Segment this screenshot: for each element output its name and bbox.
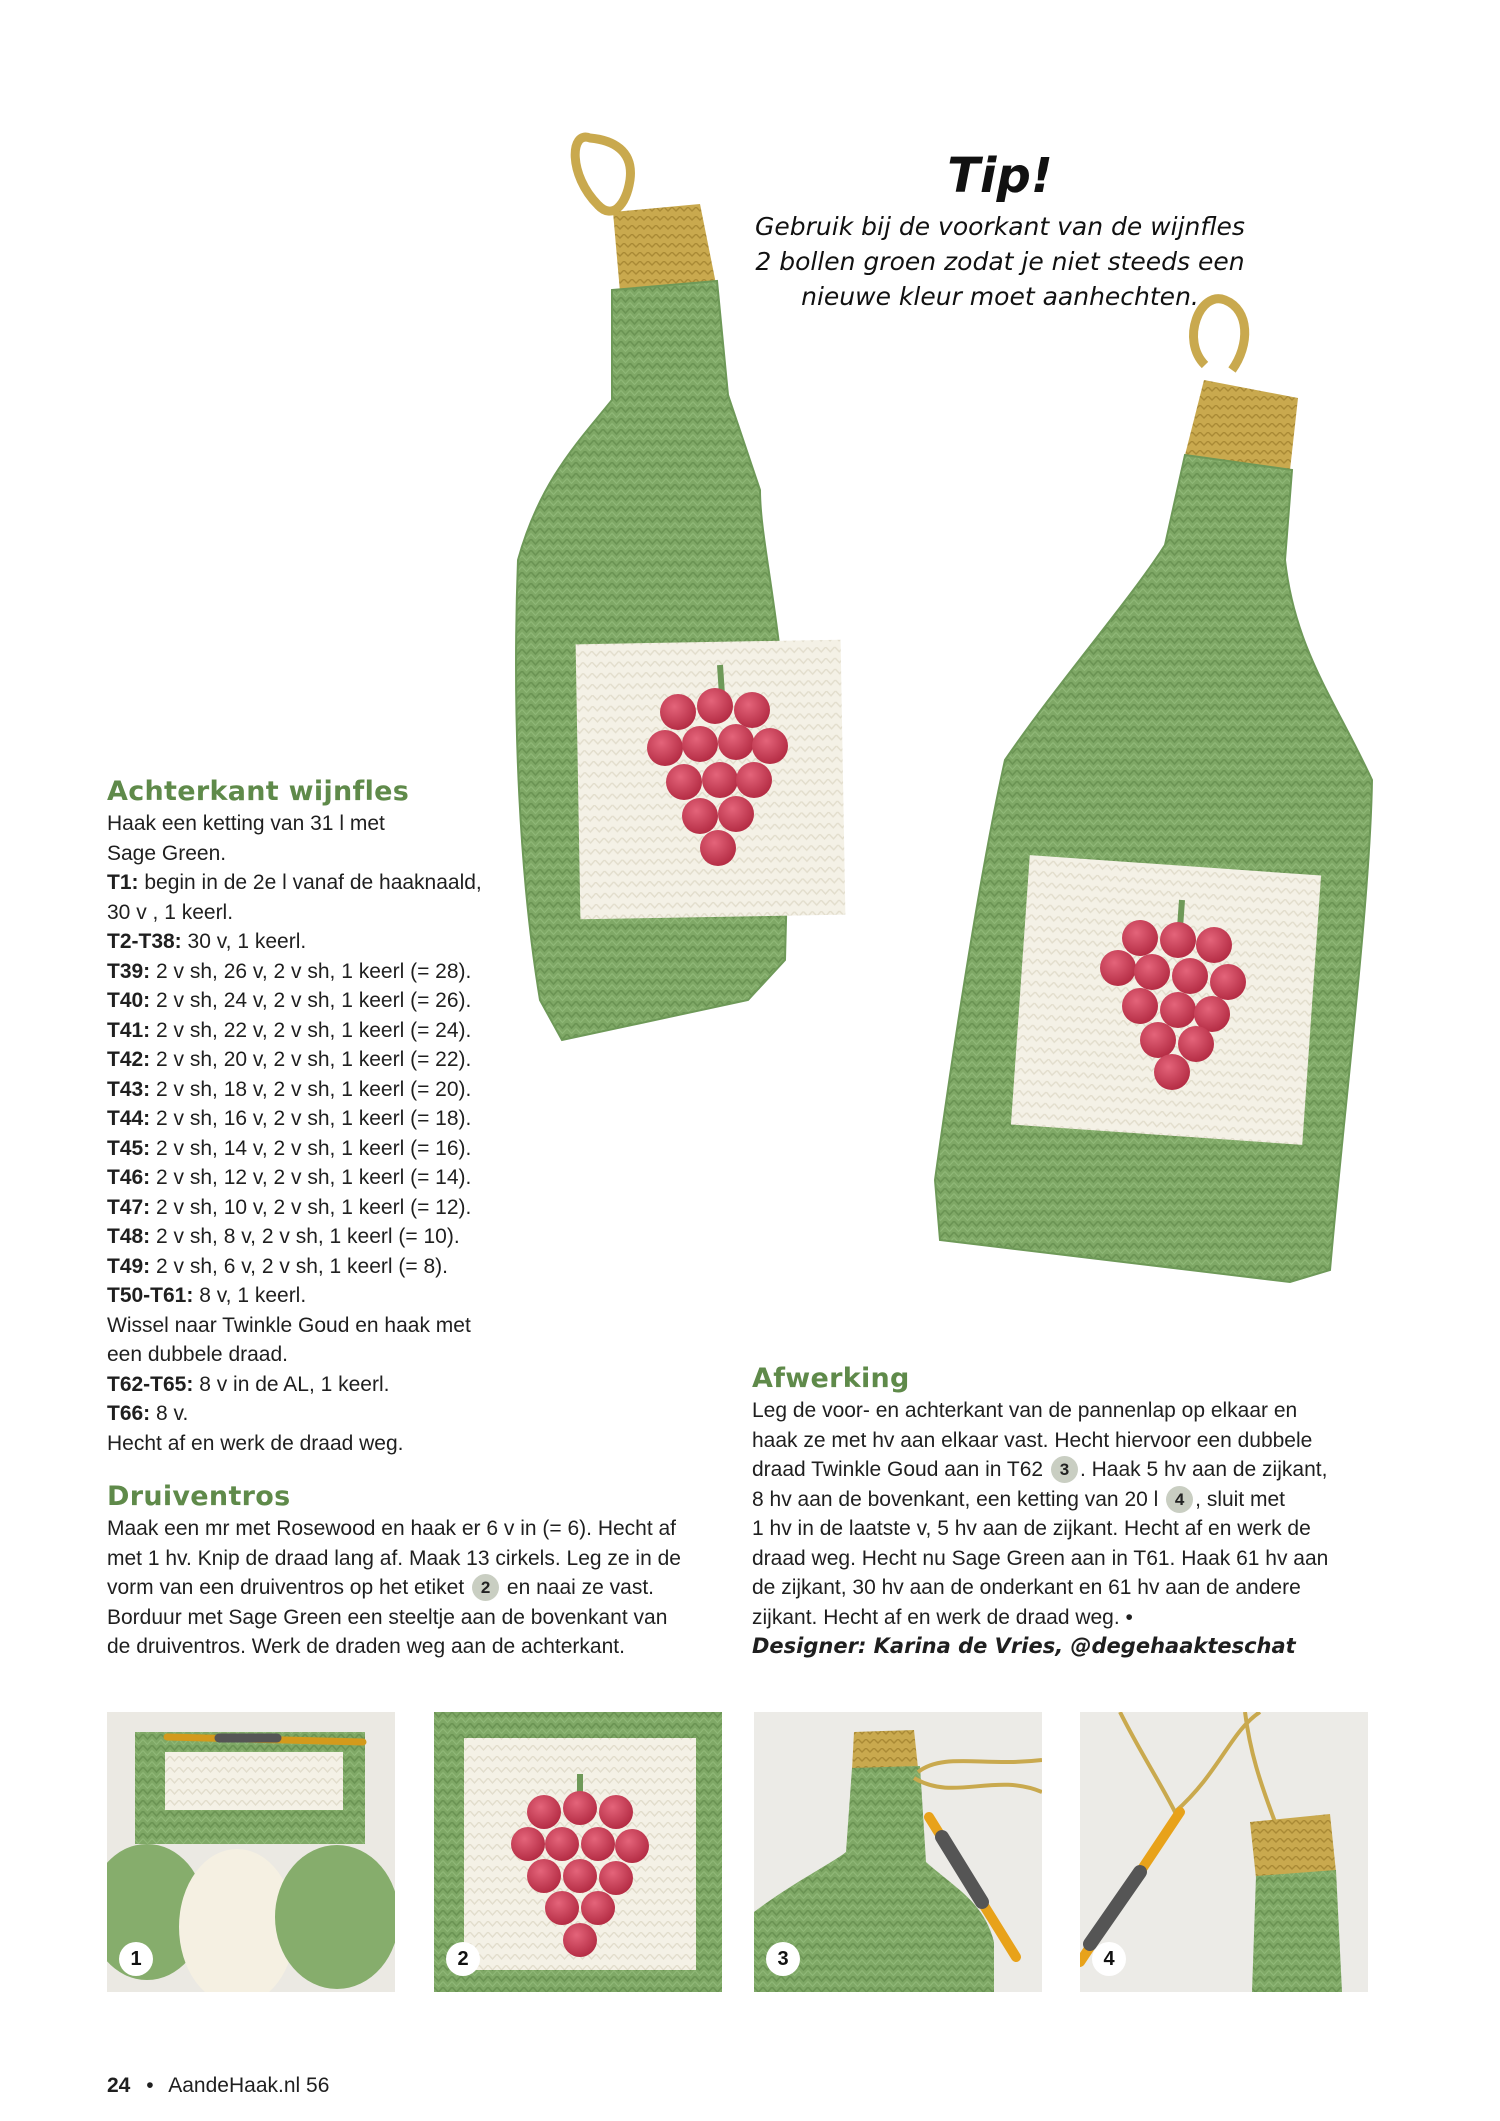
row-text: 2 v sh, 6 v, 2 v sh, 1 keerl (= 8). [150,1254,449,1278]
row-text: 30 v , 1 keerl. [107,900,234,924]
row-label: T66: [107,1402,151,1425]
section-achterkant [107,775,527,1458]
instruction-line [107,1399,527,1429]
body-line: Maak een mr met Rosewood en haak er 6 v in (= 6). Hecht af [107,1517,677,1540]
instruction-line [107,927,527,957]
photo-number: 3 [766,1942,800,1976]
row-label: T1: [107,871,139,894]
step-photo-4 [1080,1712,1368,1992]
instruction-line [107,1193,527,1223]
tip-line: Gebruik bij de voorkant van de wijnfles [755,211,1245,241]
row-label: T43: [107,1077,151,1101]
row-label: T49: [107,1254,151,1278]
row-text: 8 v. [150,1402,189,1425]
tip-body [730,209,1270,314]
row-label: T50-T61: [107,1284,194,1307]
instruction-line [107,1045,527,1075]
row-text: 2 v sh, 10 v, 2 v sh, 1 keerl (= 12). [150,1195,472,1219]
row-text: een dubbele draad. [107,1343,288,1366]
instruction-line [107,1252,527,1282]
row-text: Haak een ketting van 31 l met [107,812,385,835]
instruction-line [107,898,527,928]
instruction-line [107,1340,527,1370]
instruction-line [107,1429,527,1459]
designer-credit: Designer: Karina de Vries, @degehaakteschat [752,1634,1296,1658]
body-line: 1 hv in de laatste v, 5 hv aan de zijkant. Hecht af en werk de [752,1517,1311,1540]
page-number: 24 [107,2074,131,2097]
tip-line: nieuwe kleur moet aanhechten. [801,281,1199,311]
row-label: T41: [107,1018,151,1042]
text-run: draad Twinkle Goud aan in T62 [752,1458,1044,1481]
row-text: Sage Green. [107,841,227,865]
bottle-right [935,299,1372,1282]
section-afwerking [752,1362,1372,1662]
body-line [752,1485,1372,1515]
row-label: T42: [107,1048,151,1071]
text-run: , sluit met [1195,1487,1286,1511]
body-line: Borduur met Sage Green een steeltje aan de bovenkant van [107,1605,668,1629]
instruction-line [107,1134,527,1164]
row-label: T44: [107,1107,151,1130]
text-run: en naai ze vast. [506,1576,654,1599]
row-text: 2 v sh, 12 v, 2 v sh, 1 keerl (= 14). [150,1166,472,1189]
instruction-line [107,809,527,839]
section-heading: Afwerking [752,1363,910,1394]
instruction-line [107,1222,527,1252]
photo-number: 4 [1092,1942,1126,1976]
body-line [752,1455,1372,1485]
step-badge: 3 [1051,1456,1078,1483]
instruction-line [107,839,527,869]
tip-title: Tip! [947,148,1053,204]
step-photo-1 [107,1712,395,1992]
step-badge: 4 [1166,1486,1193,1513]
row-text: 2 v sh, 26 v, 2 v sh, 1 keerl (= 28). [150,959,472,983]
instruction-line [107,1281,527,1311]
row-label: T40: [107,989,151,1012]
row-text: 2 v sh, 18 v, 2 v sh, 1 keerl (= 20). [150,1077,472,1101]
row-label: T48: [107,1225,151,1248]
row-text: Wissel naar Twinkle Goud en haak met [107,1313,471,1337]
row-text: 30 v, 1 keerl. [181,930,307,953]
page-footer [107,2074,329,2098]
instruction-line [107,1104,527,1134]
section-heading: Achterkant wijnfles [107,776,410,807]
footer-bullet: • [146,2074,154,2097]
section-heading: Druiventros [107,1481,291,1512]
body-line: haak ze met hv aan elkaar vast. Hecht hiervoor een dubbele [752,1428,1313,1452]
section-druiventros [107,1480,737,1662]
bottle-cap [613,204,716,292]
instruction-line [107,957,527,987]
row-label: T47: [107,1195,151,1219]
body-line: Leg de voor- en achterkant van de pannenlap op elkaar en [752,1399,1298,1422]
instruction-list [107,809,527,1458]
photo-number: 1 [119,1942,153,1976]
body-line: met 1 hv. Knip de draad lang af. Maak 13 cirkels. Leg ze in de [107,1546,681,1570]
row-text: 2 v sh, 8 v, 2 v sh, 1 keerl (= 10). [150,1225,460,1248]
instruction-line [107,1163,527,1193]
hanging-loop [575,137,630,211]
tip-line: 2 bollen groen zodat je niet steeds een [755,246,1245,276]
row-text: 2 v sh, 22 v, 2 v sh, 1 keerl (= 24). [150,1018,472,1042]
row-label: T62-T65: [107,1372,194,1396]
instruction-line [107,868,527,898]
row-label: T2-T38: [107,930,182,953]
row-label: T39: [107,959,151,983]
instruction-line [107,986,527,1016]
row-text: 2 v sh, 24 v, 2 v sh, 1 keerl (= 26). [150,989,472,1012]
row-text: 2 v sh, 20 v, 2 v sh, 1 keerl (= 22). [150,1048,472,1071]
row-text: begin in de 2e l vanaf de haaknaald, [138,871,482,894]
row-text: 8 v, 1 keerl. [193,1284,307,1307]
row-text: 8 v in de AL, 1 keerl. [193,1372,390,1396]
instruction-line [107,1311,527,1341]
tip-box [730,150,1270,314]
row-text: 2 v sh, 14 v, 2 v sh, 1 keerl (= 16). [150,1136,472,1160]
step-photo-3 [754,1712,1042,1992]
step-badge: 2 [472,1574,499,1601]
body-line: zijkant. Hecht af en werk de draad weg. • [752,1605,1133,1629]
text-run: vorm van een druiventros op het etiket [107,1576,465,1599]
photo-number: 2 [446,1942,480,1976]
step-photo-2 [434,1712,722,1992]
body-line: de zijkant, 30 hv aan de onderkant en 61 hv aan de andere [752,1576,1301,1599]
body-line [107,1573,737,1603]
text-run: 8 hv aan de bovenkant, een ketting van 20 l [752,1487,1159,1511]
instruction-line [107,1016,527,1046]
row-label: T45: [107,1136,151,1160]
row-label: T46: [107,1166,151,1189]
body-line: de druiventros. Werk de draden weg aan de achterkant. [107,1635,625,1658]
magazine-name: AandeHaak.nl 56 [168,2074,330,2097]
instruction-line [107,1370,527,1400]
text-run: . Haak 5 hv aan de zijkant, [1079,1458,1328,1481]
row-text: Hecht af en werk de draad weg. [107,1431,404,1455]
instruction-line [107,1075,527,1105]
row-text: 2 v sh, 16 v, 2 v sh, 1 keerl (= 18). [150,1107,472,1130]
body-line: draad weg. Hecht nu Sage Green aan in T61. Haak 61 hv aan [752,1546,1329,1570]
